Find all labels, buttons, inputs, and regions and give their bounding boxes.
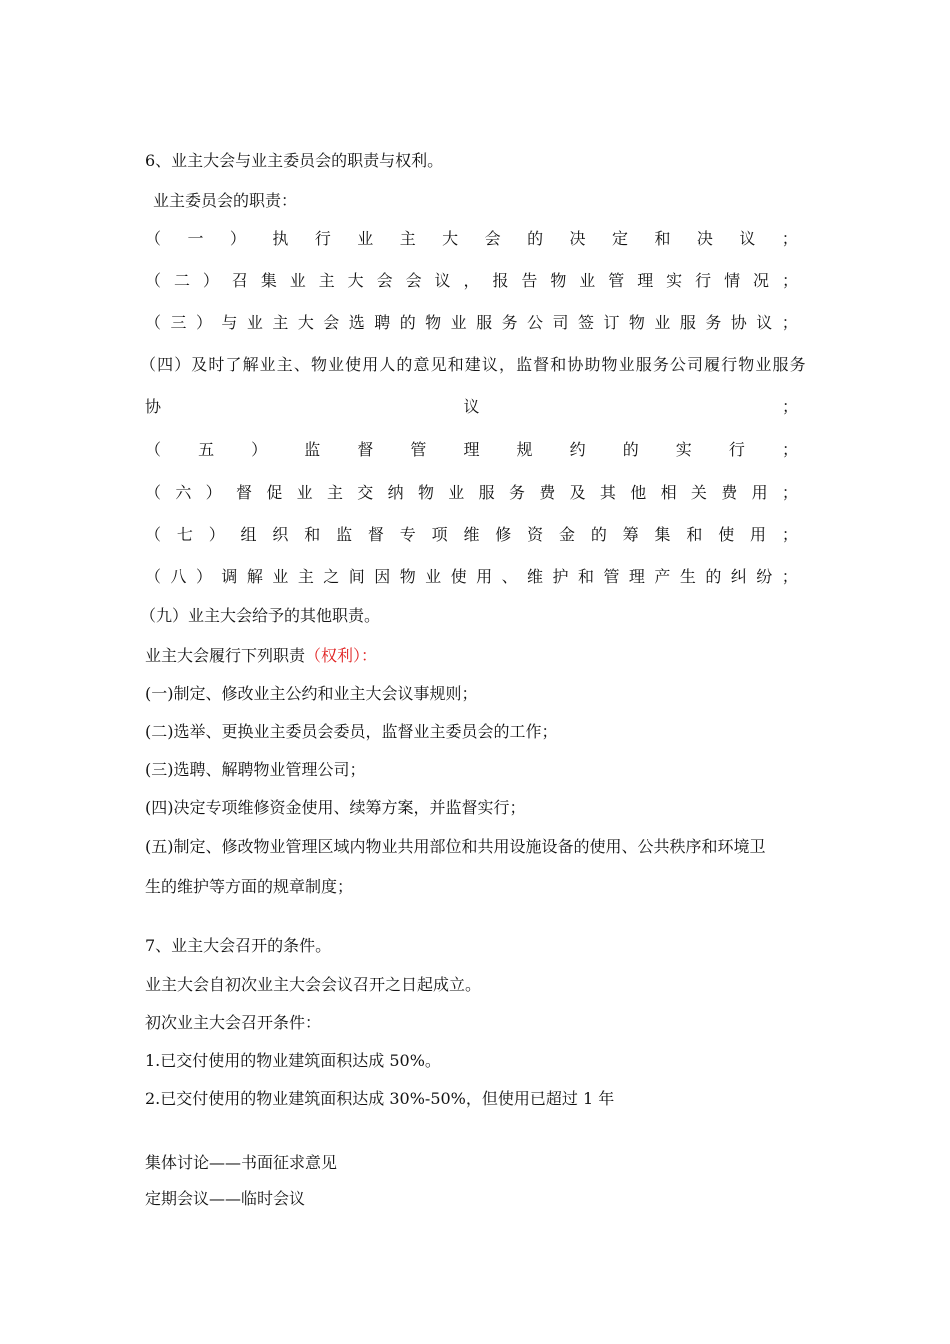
char: 物 [425, 313, 442, 332]
char: 纠 [730, 567, 747, 586]
char: 监 [336, 525, 353, 544]
char: 的 [399, 313, 416, 332]
char: 纷 [756, 567, 773, 586]
char: 服 [478, 483, 495, 502]
char: 司 [687, 355, 704, 374]
char: ； [781, 397, 798, 416]
char: 协 [567, 355, 584, 374]
char: 监 [516, 355, 533, 374]
char: ） [202, 271, 219, 290]
char: 用 [750, 525, 767, 544]
char: 务 [652, 355, 669, 374]
char: 督 [357, 440, 374, 459]
char: 的 [527, 229, 544, 248]
char: 物 [550, 271, 567, 290]
char: 理 [463, 440, 480, 459]
char: 相 [660, 483, 677, 502]
condition-1: 1.已交付使用的物业建筑面积达成 50%。 [145, 1051, 441, 1070]
char: 与 [221, 313, 238, 332]
char: 会 [405, 271, 422, 290]
char: 时 [208, 355, 225, 374]
char: 主 [276, 355, 293, 374]
committee-duty-4 [140, 352, 806, 378]
char: 业 [246, 313, 263, 332]
char: 和 [686, 525, 703, 544]
committee-duty-3 [145, 310, 798, 336]
char: 解 [242, 355, 259, 374]
char: ； [781, 525, 798, 544]
char: 使 [450, 567, 467, 586]
char: 物 [601, 355, 618, 374]
char: 纳 [387, 483, 404, 502]
char: 调 [221, 567, 238, 586]
char: 一 [187, 229, 204, 248]
char: 业 [328, 355, 345, 374]
char: 组 [240, 525, 257, 544]
assembly-duty-5: (五)制定、修改物业管理区域内物业共用部位和共用设施设备的使用、公共秩序和环境卫 [145, 837, 766, 856]
char: 、 [293, 355, 310, 374]
char: ） [208, 525, 225, 544]
char: 务 [501, 313, 518, 332]
char: 用 [476, 567, 493, 586]
char: 行 [314, 229, 331, 248]
char: （ [145, 525, 162, 544]
char: 实 [666, 271, 683, 290]
char: 费 [721, 483, 738, 502]
char: 情 [724, 271, 741, 290]
char: 约 [569, 440, 586, 459]
char: （ [145, 313, 162, 332]
char: 业 [289, 271, 306, 290]
char: 维 [527, 567, 544, 586]
char: 业 [450, 313, 467, 332]
char: 其 [599, 483, 616, 502]
char: 司 [552, 313, 569, 332]
char: （ [140, 355, 157, 374]
committee-duty-4-continued [145, 394, 798, 420]
char: ； [781, 271, 798, 290]
rights-label: （权利）： [305, 646, 378, 665]
char: ） [195, 313, 212, 332]
char: 因 [374, 567, 391, 586]
char: ， [498, 355, 515, 374]
char: 的 [590, 525, 607, 544]
char: 助 [584, 355, 601, 374]
note-1: 集体讨论——书面征求意见 [145, 1153, 338, 1172]
char: 主 [326, 483, 343, 502]
char: 了 [225, 355, 242, 374]
assembly-established: 业主大会自初次业主大会会议召开之日起成立。 [145, 975, 482, 994]
char: 议 [756, 313, 773, 332]
assembly-duty-4: (四)决定专项维修资金使用、续筹方案，并监督实行； [145, 798, 526, 817]
char: 及 [569, 483, 586, 502]
char: ） [174, 355, 191, 374]
char: 监 [304, 440, 321, 459]
char: 执 [272, 229, 289, 248]
char: 主 [297, 567, 314, 586]
char: ） [251, 440, 268, 459]
char: 行 [695, 271, 712, 290]
char: 服 [476, 313, 493, 332]
char: 报 [492, 271, 509, 290]
char: 物 [738, 355, 755, 374]
char: ） [229, 229, 246, 248]
char: （ [145, 271, 162, 290]
char: 、 [501, 567, 518, 586]
char: 关 [690, 483, 707, 502]
char: ； [781, 440, 798, 459]
char: 主 [318, 271, 335, 290]
char: 大 [347, 271, 364, 290]
char: 用 [362, 355, 379, 374]
char: 意 [413, 355, 430, 374]
char: 四 [157, 355, 174, 374]
char: 选 [348, 313, 365, 332]
committee-duty-7 [145, 522, 798, 548]
char: ） [195, 567, 212, 586]
char: 订 [603, 313, 620, 332]
char: 生 [679, 567, 696, 586]
char: 议 [481, 355, 498, 374]
char: 服 [679, 313, 696, 332]
char: 督 [235, 483, 252, 502]
char: 协 [145, 397, 162, 416]
char: 大 [297, 313, 314, 332]
char: 规 [516, 440, 533, 459]
committee-duty-6 [145, 480, 798, 506]
assembly-intro-text: 业主大会履行下列职责 [145, 646, 306, 665]
char: 使 [345, 355, 362, 374]
char: 项 [431, 525, 448, 544]
char: 解 [246, 567, 263, 586]
char: 促 [266, 483, 283, 502]
char: ； [781, 313, 798, 332]
first-meeting-conditions-intro: 初次业主大会召开条件： [145, 1013, 322, 1032]
char: 物 [310, 355, 327, 374]
char: 议 [434, 271, 451, 290]
char: 产 [654, 567, 671, 586]
char: 业 [579, 271, 596, 290]
char: 资 [527, 525, 544, 544]
char: 业 [654, 313, 671, 332]
char: 主 [399, 229, 416, 248]
char: 务 [705, 313, 722, 332]
char: 召 [231, 271, 248, 290]
char: 定 [611, 229, 628, 248]
char: （ [145, 567, 162, 586]
char: 护 [552, 567, 569, 586]
char: 公 [669, 355, 686, 374]
char: 务 [789, 355, 806, 374]
assembly-duty-5-continued: 生的维护等方面的规章制度； [145, 877, 354, 896]
char: 业 [755, 355, 772, 374]
note-2: 定期会议——临时会议 [145, 1189, 306, 1208]
char: 筹 [622, 525, 639, 544]
char: 二 [173, 271, 190, 290]
char: 服 [635, 355, 652, 374]
char: 八 [170, 567, 187, 586]
char: 业 [357, 229, 374, 248]
char: 和 [654, 229, 671, 248]
char: 履 [704, 355, 721, 374]
committee-duty-8 [145, 564, 798, 590]
section-7-heading: 7、业主大会召开的条件。 [145, 936, 332, 955]
char: （ [145, 440, 162, 459]
char: 业 [618, 355, 635, 374]
char: 的 [705, 567, 722, 586]
char: 督 [533, 355, 550, 374]
char: 公 [527, 313, 544, 332]
char: 决 [569, 229, 586, 248]
char: 修 [495, 525, 512, 544]
char: 会 [323, 313, 340, 332]
char: 督 [367, 525, 384, 544]
committee-duty-1 [145, 226, 798, 252]
char: 他 [630, 483, 647, 502]
char: 五 [198, 440, 215, 459]
char: ； [781, 229, 798, 248]
char: 大 [442, 229, 459, 248]
committee-duty-2 [145, 268, 798, 294]
committee-duty-5 [145, 437, 798, 463]
char: 物 [628, 313, 645, 332]
char: 织 [272, 525, 289, 544]
char: 行 [721, 355, 738, 374]
char: 务 [508, 483, 525, 502]
committee-duties-intro: 业主委员会的职责： [153, 191, 298, 210]
char: 告 [521, 271, 538, 290]
char: 和 [550, 355, 567, 374]
char: 专 [399, 525, 416, 544]
char: 间 [348, 567, 365, 586]
char: 和 [304, 525, 321, 544]
char: 业 [448, 483, 465, 502]
char: （ [145, 483, 162, 502]
char: 金 [558, 525, 575, 544]
char: 集 [654, 525, 671, 544]
char: 议 [739, 229, 756, 248]
char: 物 [417, 483, 434, 502]
char: 的 [396, 355, 413, 374]
char: 交 [357, 483, 374, 502]
char: ； [781, 567, 798, 586]
char: 行 [728, 440, 745, 459]
char: 业 [296, 483, 313, 502]
assembly-duty-1: (一)制定、修改业主公约和业主大会议事规则； [145, 684, 478, 703]
char: 管 [608, 271, 625, 290]
char: 实 [675, 440, 692, 459]
char: 和 [447, 355, 464, 374]
assembly-duties-intro [145, 643, 798, 669]
char: 七 [176, 525, 193, 544]
assembly-duty-2: (二)选举、更换业主委员会委员，监督业主委员会的工作； [145, 722, 558, 741]
committee-duty-9: （九）业主大会给予的其他职责。 [140, 606, 381, 625]
char: 主 [272, 313, 289, 332]
char: 理 [628, 567, 645, 586]
assembly-duty-3: (三)选聘、解聘物业管理公司； [145, 760, 366, 779]
char: 协 [730, 313, 747, 332]
section-6-heading: 6、业主大会与业主委员会的职责与权利。 [145, 151, 444, 170]
char: 业 [425, 567, 442, 586]
char: 集 [260, 271, 277, 290]
char: 业 [259, 355, 276, 374]
char: 会 [376, 271, 393, 290]
char: ） [205, 483, 222, 502]
char: 管 [603, 567, 620, 586]
char: （ [145, 229, 162, 248]
char: ； [781, 483, 798, 502]
char: 见 [430, 355, 447, 374]
char: 理 [637, 271, 654, 290]
char: 物 [399, 567, 416, 586]
char: 况 [753, 271, 770, 290]
char: 费 [539, 483, 556, 502]
char: 用 [751, 483, 768, 502]
char: 和 [577, 567, 594, 586]
char: 管 [410, 440, 427, 459]
char: 业 [272, 567, 289, 586]
char: 的 [622, 440, 639, 459]
char: ， [463, 271, 480, 290]
char: 决 [696, 229, 713, 248]
char: 之 [323, 567, 340, 586]
char: 三 [170, 313, 187, 332]
char: 维 [463, 525, 480, 544]
char: 议 [463, 397, 480, 416]
char: 服 [772, 355, 789, 374]
char: 及 [191, 355, 208, 374]
char: 六 [175, 483, 192, 502]
char: 人 [379, 355, 396, 374]
char: 签 [577, 313, 594, 332]
char: 会 [484, 229, 501, 248]
char: 建 [464, 355, 481, 374]
char: 聘 [374, 313, 391, 332]
char: 使 [718, 525, 735, 544]
condition-2: 2.已交付使用的物业建筑面积达成 30%-50%，但使用已超过 1 年 [145, 1089, 615, 1108]
